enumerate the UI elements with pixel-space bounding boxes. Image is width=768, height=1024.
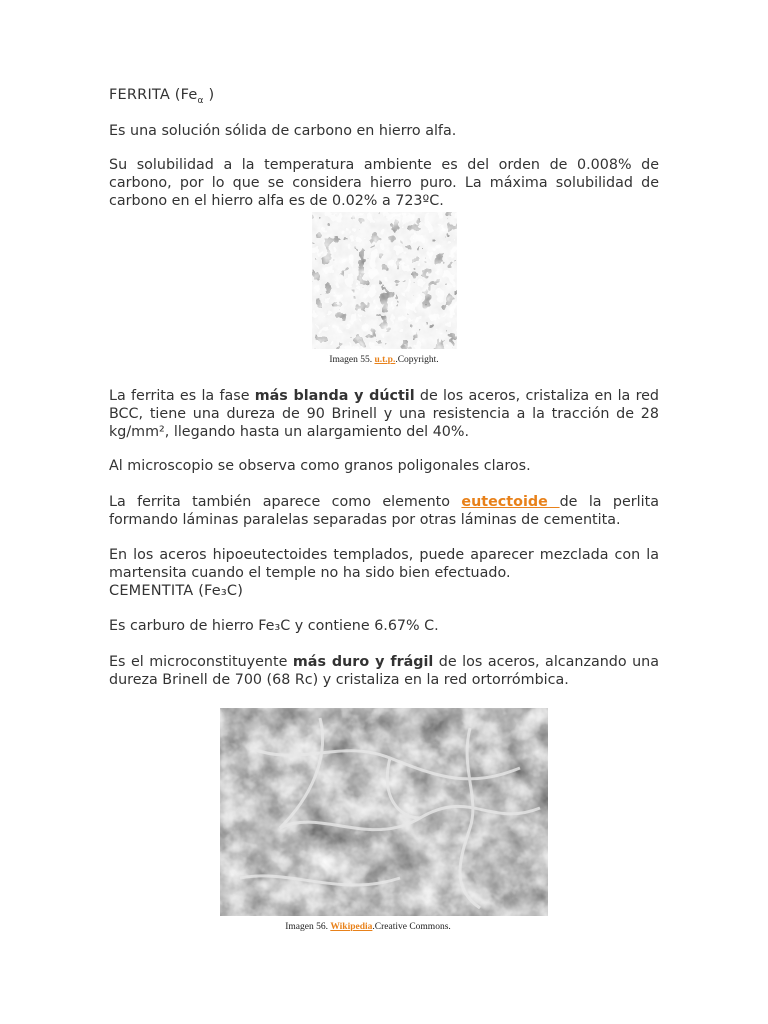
cementita-paragraph-2: Es el microconstituyente más duro y frágil de los aceros, alcanzando una dureza Brinell de 700 (68 Rc) y cristaliza en la red ortorrómbica.	[109, 654, 660, 688]
ferrita-paragraph-5: La ferrita también aparece como elemento eutectoide de la perlita formando láminas paralelas separadas por otras láminas de cementita.	[109, 494, 659, 528]
image-56-caption: Imagen 56. Wikipedia.Creative Commons.	[285, 922, 451, 932]
cementita-paragraph-1: Es carburo de hierro Fe₃C y contiene 6.67% C.	[109, 618, 439, 634]
ferrita-paragraph-1: Es una solución sólida de carbono en hierro alfa.	[109, 123, 457, 139]
eutectoide-link[interactable]: eutectoide	[461, 494, 560, 510]
ferrita-paragraph-6: En los aceros hipoeutectoides templados, puede aparecer mezclada con la martensita cuando el temple no ha sido bien efectuado.	[109, 547, 659, 581]
utp-link[interactable]: u.t.p.	[374, 355, 396, 365]
ferrite-micrograph-image	[312, 212, 457, 349]
ferrita-paragraph-4: Al microscopio se observa como granos poligonales claros.	[109, 458, 531, 474]
ferrita-heading: FERRITA ($Fe_\alpha$ )	[109, 87, 215, 106]
wikipedia-link[interactable]: Wikipedia	[330, 922, 373, 932]
cementite-micrograph-image	[220, 708, 548, 916]
ferrita-paragraph-2: Su solubilidad a la temperatura ambiente es del orden de 0.008% de carbono, por lo que se considera hierro puro. La máxima solubilidad de carbono en el hierro alfa es de 0.02% a 723ºC.	[109, 157, 659, 209]
cementita-heading: CEMENTITA (Fe₃C)	[109, 583, 244, 599]
image-55-caption: Imagen 55. u.t.p..Copyright.	[329, 355, 439, 365]
ferrita-paragraph-3: La ferrita es la fase más blanda y dúctil de los aceros, cristaliza en la red BCC, tiene una dureza de 90 Brinell y una resistencia a la tracción de 28 kg/mm², llegando hasta un alargamiento del 40%.	[109, 388, 660, 440]
